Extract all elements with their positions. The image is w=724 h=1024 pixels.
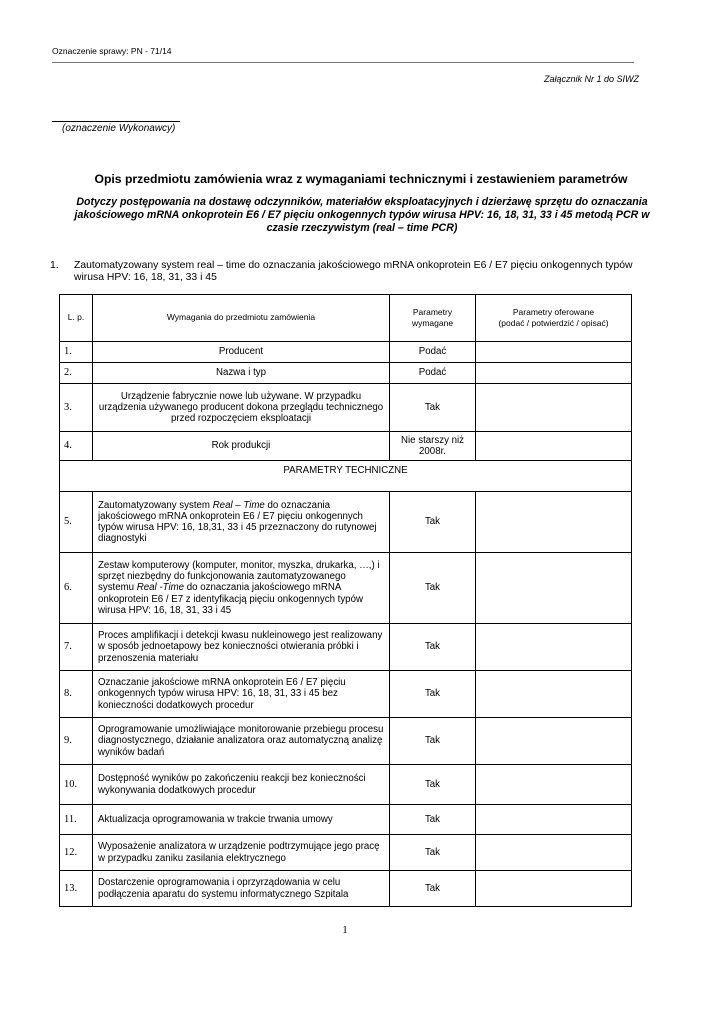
table-row [60, 432, 632, 461]
row-lp: 1. [60, 342, 93, 363]
row-param-required: Tak [390, 805, 476, 835]
row-requirement: Wyposażenie analizatora w urządzenie podtrzymujące jego pracę w przypadku zaniku zasilania elektrycznego [93, 835, 390, 871]
row-requirement: Rok produkcji [93, 432, 390, 461]
row-param-offered[interactable] [476, 342, 632, 363]
row-lp: 7. [60, 624, 93, 671]
row-param-offered[interactable] [476, 492, 632, 553]
row-lp: 11. [60, 805, 93, 835]
table-row [60, 342, 632, 363]
header-params-required-line2: wymagane [411, 318, 454, 328]
table-row [60, 492, 632, 553]
row-lp: 5. [60, 492, 93, 553]
row-lp: 3. [60, 384, 93, 432]
requirement-text-part: Zestaw komputerowy (komputer, monitor, myszka, drukarka, …,) i sprzęt niezbędny do funkcjonowania zautomatyzowanego systemu [98, 559, 380, 594]
row-lp: 13. [60, 871, 93, 907]
row-param-offered[interactable] [476, 718, 632, 765]
row-param-required: Podać [390, 363, 476, 384]
case-reference: Oznaczenie sprawy: PN - 71/14 [52, 46, 172, 56]
row-requirement: Aktualizacja oprogramowania w trakcie trwania umowy [93, 805, 390, 835]
row-param-offered[interactable] [476, 871, 632, 907]
row-param-required: Podać [390, 342, 476, 363]
requirement-text-part: do oznaczania jakościowego mRNA onkoprotein E6 / E7 z identyfikacją pięciu onkogennych typów wirusa HPV: 16, 18, 31, 33 i 45 [98, 582, 363, 616]
row-lp: 9. [60, 718, 93, 765]
item-number: 1. [50, 260, 59, 271]
row-lp: 10. [60, 765, 93, 805]
table-row [60, 624, 632, 671]
row-param-required: Tak [390, 835, 476, 871]
section-label-technical: PARAMETRY TECHNICZNE [60, 461, 632, 492]
header-divider [52, 62, 634, 63]
row-requirement: Dostarczenie oprogramowania i oprzyrządowania w celu podłączenia aparatu do systemu informatycznego Szpitala [93, 871, 390, 907]
table-row [60, 765, 632, 805]
header-lp: L. p. [60, 295, 93, 342]
document-title: Opis przedmiotu zamówienia wraz z wymaganiami technicznymi i zestawieniem parametrów [94, 172, 628, 186]
row-requirement: Oznaczanie jakościowe mRNA onkoprotein E6 / E7 pięciu onkogennych typów wirusa HPV: 16, 18, 31, 33 i 45 bez konieczności dodatkowych procedur [93, 671, 390, 718]
row-lp: 8. [60, 671, 93, 718]
row-param-offered[interactable] [476, 624, 632, 671]
table-row [60, 671, 632, 718]
row-param-required: Tak [390, 624, 476, 671]
header-params-offered-line2: (podać / potwierdzić / opisać) [498, 318, 609, 328]
row-param-required: Tak [390, 671, 476, 718]
row-param-offered[interactable] [476, 553, 632, 624]
requirements-table [59, 294, 632, 907]
row-lp: 4. [60, 432, 93, 461]
row-param-required: Tak [390, 765, 476, 805]
table-row [60, 553, 632, 624]
requirement-text-part: do oznaczania jakościowego mRNA onkoprotein E6 / E7 pięciu onkogennych typów wirusa HPV: 16, 18,31, 33 i 45 przeznaczony do rutynowej diagnostyki [98, 499, 377, 545]
row-requirement: Nazwa i typ [93, 363, 390, 384]
header-requirements: Wymagania do przedmiotu zamówienia [93, 295, 390, 342]
row-requirement: Producent [93, 342, 390, 363]
row-requirement [93, 492, 390, 553]
row-param-offered[interactable] [476, 835, 632, 871]
row-param-offered[interactable] [476, 765, 632, 805]
table-row [60, 871, 632, 907]
section-row [60, 461, 632, 492]
requirement-text-italic: Real – Time [212, 499, 265, 511]
section-item-1 [50, 260, 640, 284]
row-requirement: Oprogramowanie umożliwiające monitorowanie przebiegu procesu diagnostycznego, działanie analizatora oraz automatyczną analizę wyników badań [93, 718, 390, 765]
row-requirement: Proces amplifikacji i detekcji kwasu nukleinowego jest realizowany w sposób jednoetapowy bez konieczności otwierania próbki i przenoszenia materiału [93, 624, 390, 671]
row-requirement [93, 553, 390, 624]
row-lp: 2. [60, 363, 93, 384]
row-lp: 6. [60, 553, 93, 624]
row-param-offered[interactable] [476, 805, 632, 835]
row-param-offered[interactable] [476, 432, 632, 461]
row-param-required: Tak [390, 718, 476, 765]
row-param-offered[interactable] [476, 363, 632, 384]
row-lp: 12. [60, 835, 93, 871]
table-row [60, 718, 632, 765]
row-param-required: Tak [390, 384, 476, 432]
requirement-text-italic: Real -Time [136, 582, 185, 594]
contractor-label: (oznaczenie Wykonawcy) [62, 123, 176, 134]
row-param-required: Tak [390, 871, 476, 907]
item-text: Zautomatyzowany system real – time do oznaczania jakościowego mRNA onkoprotein E6 / E7 pięciu onkogennych typów wirusa HPV: 16, 18, 31, 33 i 45 [74, 260, 633, 283]
header-params-required-line1: Parametry [412, 306, 453, 317]
table-row [60, 384, 632, 432]
table-row [60, 835, 632, 871]
table-row [60, 363, 632, 384]
row-param-offered[interactable] [476, 671, 632, 718]
row-requirement: Urządzenie fabrycznie nowe lub używane. W przypadku urządzenia używanego producent dokona przeglądu technicznego przed rozpoczęciem eksploatacji [93, 384, 390, 432]
row-requirement: Dostępność wyników po zakończeniu reakcji bez konieczności wykonywania dodatkowych procedur [93, 765, 390, 805]
row-param-required: Tak [390, 492, 476, 553]
table-header-row [60, 295, 632, 342]
row-param-required: Tak [390, 553, 476, 624]
header-params-offered-line1: Parametry oferowane [512, 306, 595, 317]
header-params-required [390, 295, 476, 342]
row-param-required: Nie starszy niż 2008r. [390, 432, 476, 461]
page-number: 1 [342, 924, 348, 936]
table-row [60, 805, 632, 835]
contractor-signature-line [52, 121, 180, 122]
attachment-label: Załącznik Nr 1 do SIWZ [543, 74, 639, 84]
row-param-offered[interactable] [476, 384, 632, 432]
requirement-text-part: Zautomatyzowany system [98, 499, 213, 511]
document-subtitle: Dotyczy postępowania na dostawę odczynników, materiałów eksploatacyjnych i dzierżawę sprzętu do oznaczania jakościowego mRNA onkoprotein E6 / E7 pięciu onkogennych typów wirusa HPV: 16, 18, 31, 33 i 45 metodą PCR w czasie rzeczywistym (real – time PCR) [74, 196, 650, 234]
header-params-offered [476, 295, 632, 342]
